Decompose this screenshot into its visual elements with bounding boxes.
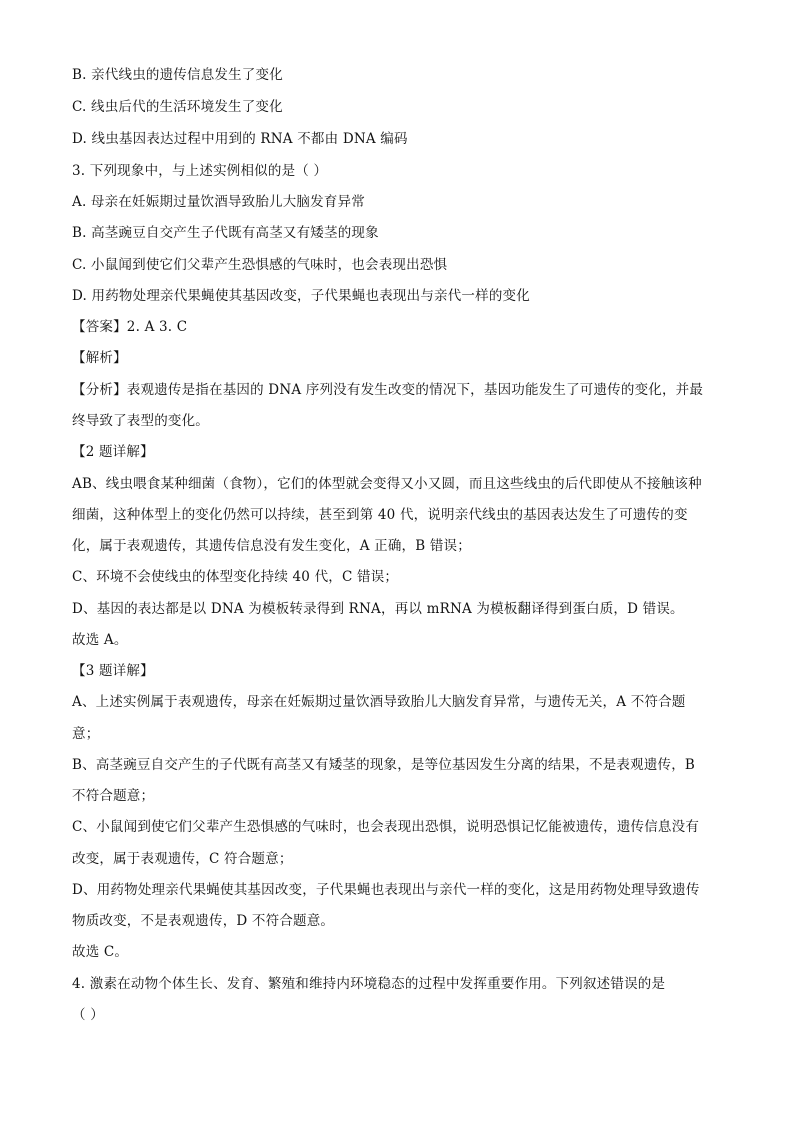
analysis-heading: 【解析】 [72,350,127,366]
question-4-stem: 4. 激素在动物个体生长、发育、繁殖和维持内环境稳态的过程中发挥重要作用。下列叙述错误的是 [72,976,666,992]
option-d-line: D. 线虫基因表达过程中用到的 RNA 不都由 DNA 编码 [72,131,408,147]
q2-detail-line-1: AB、线虫喂食某种细菌（食物），它们的体型就会变得又小又圆，而且这些线虫的后代即使从不接触该种 [72,476,702,492]
answer-line: 【答案】2. A 3. C [72,319,188,335]
q2-detail-line-5: D、基因的表达都是以 DNA 为模板转录得到 RNA，再以 mRNA 为模板翻译得到蛋白质，D 错误。 [72,601,684,617]
option-c-line: C. 线虫后代的生活环境发生了变化 [72,99,283,115]
q2-detail-line-2: 细菌，这种体型上的变化仍然可以持续，甚至到第 40 代，说明亲代线虫的基因表达发生了可遗传的变 [72,507,688,523]
q3-detail-line-4: 不符合题意； [72,788,155,804]
q3-option-a: A. 母亲在妊娠期过量饮酒导致胎儿大脑发育异常 [72,194,365,210]
q3-detail-line-3: B、高茎豌豆自交产生的子代既有高茎又有矮茎的现象，是等位基因发生分离的结果，不是表观遗传，B [72,757,696,773]
q3-option-b: B. 高茎豌豆自交产生子代既有高茎又有矮茎的现象 [72,225,379,241]
q3-detail-line-1: A、上述实例属于表观遗传，母亲在妊娠期过量饮酒导致胎儿大脑发育异常，与遗传无关，A 不符合题 [72,694,686,710]
analysis-text-line-2: 终导致了表型的变化。 [72,413,209,429]
q3-detail-line-7: D、用药物处理亲代果蝇使其基因改变，子代果蝇也表现出与亲代一样的变化，这是用药物处理导致遗传 [72,882,700,898]
question-3-stem: 3. 下列现象中，与上述实例相似的是（ ） [72,163,328,179]
question-4-parenthesis: （ ） [72,1007,104,1023]
q3-detail-line-2: 意； [72,726,100,742]
q2-detail-heading: 【2 题详解】 [72,444,154,460]
analysis-text-line-1: 【分析】表观遗传是指在基因的 DNA 序列没有发生改变的情况下，基因功能发生了可遗传的变化，并最 [72,382,704,398]
option-b-line: B. 亲代线虫的遗传信息发生了变化 [72,67,283,83]
q3-option-c: C. 小鼠闻到使它们父辈产生恐惧感的气味时，也会表现出恐惧 [72,257,448,273]
q2-detail-line-3: 化，属于表观遗传，其遗传信息没有发生变化，A 正确，B 错误； [72,538,471,554]
q3-detail-line-5: C、小鼠闻到使它们父辈产生恐惧感的气味时，也会表现出恐惧，说明恐惧记忆能被遗传，遗传信息没有 [72,819,700,835]
q3-detail-heading: 【3 题详解】 [72,663,154,679]
q3-choice-line: 故选 C。 [72,944,129,960]
q3-detail-line-8: 物质改变，不是表观遗传，D 不符合题意。 [72,913,335,929]
q3-detail-line-6: 改变，属于表观遗传，C 符合题意； [72,851,293,867]
q2-choice-line: 故选 A。 [72,632,128,648]
q2-detail-line-4: C、环境不会使线虫的体型变化持续 40 代，C 错误； [72,569,399,585]
q3-option-d: D. 用药物处理亲代果蝇使其基因改变，子代果蝇也表现出与亲代一样的变化 [72,288,530,304]
